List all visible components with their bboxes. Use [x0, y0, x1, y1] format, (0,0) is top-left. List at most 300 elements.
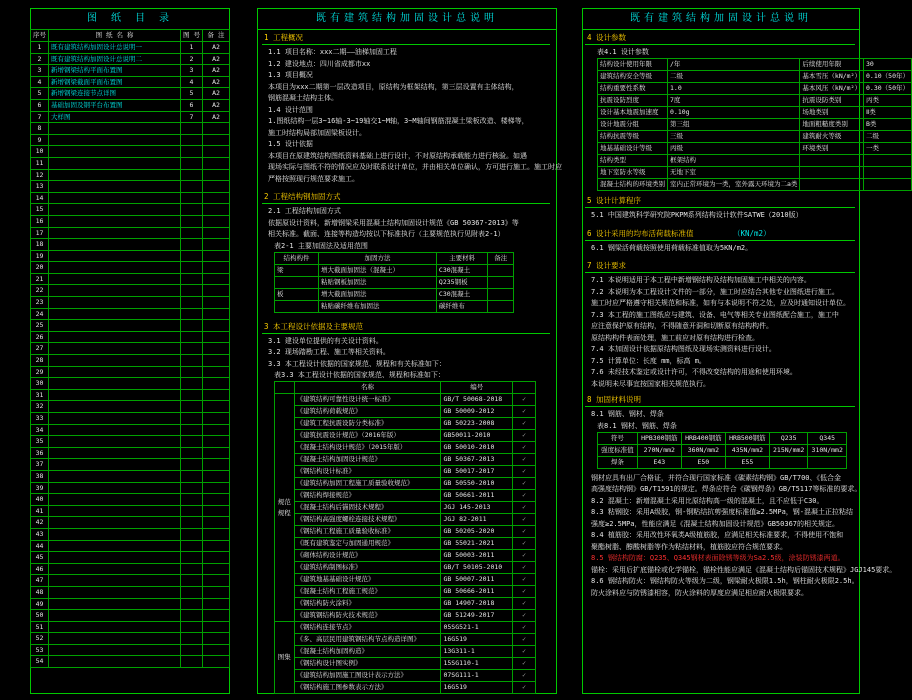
drawing-list-cell — [49, 621, 181, 633]
table-2-1-header: 备注 — [488, 252, 514, 264]
table-4-1-cell: B类 — [864, 119, 912, 131]
body-text-line: 8.5 钢结构防腐：Q235、Q345钢材表面除锈等级为Sa2.5级，涂装防锈漆两道。 — [591, 554, 845, 562]
body-text-line: 1.1 项目名称：xxx二期——油梯加固工程 — [268, 48, 397, 56]
table-4-1-cell: 结构重要性系数 — [598, 83, 668, 95]
drawing-list-cell — [203, 320, 230, 332]
drawing-list-cell: 52 — [31, 633, 49, 645]
drawing-list-cell — [203, 413, 230, 425]
drawing-list-cell: 19 — [31, 250, 49, 262]
drawing-list-cell — [49, 389, 181, 401]
table-3-3-header: 名称 — [294, 382, 441, 394]
table-3-3-cell: 《既有建筑鉴定与加固通用规范》 — [294, 538, 441, 550]
check-mark-icon: ✓ — [513, 430, 536, 442]
table-4-1-cell: 建筑结构安全等级 — [598, 71, 668, 83]
table-2-1-header: 主要材料 — [436, 252, 487, 264]
table-3-3-cell: JGJ 82-2011 — [441, 514, 513, 526]
drawing-list-cell — [49, 436, 181, 448]
check-mark-icon: ✓ — [513, 526, 536, 538]
drawing-list-cell: 46 — [31, 563, 49, 575]
drawing-list-panel — [30, 8, 230, 694]
table-4-1-cell: 丙级 — [668, 143, 800, 155]
table-3-3-caption: 表3.3 本工程设计依据的国家规范、规程和标准如下： — [274, 371, 445, 379]
drawing-list-cell: 37 — [31, 459, 49, 471]
check-mark-icon: ✓ — [513, 634, 536, 646]
table-2-1-cell: 板 — [275, 288, 319, 300]
drawing-list-cell — [181, 517, 203, 529]
drawing-list-cell: 26 — [31, 331, 49, 343]
table-4-1-cell: 0.10（50年） — [864, 71, 912, 83]
drawing-list-cell: 48 — [31, 586, 49, 598]
drawing-list-row — [31, 470, 230, 482]
section-1-title: 1 工程概况 — [264, 33, 304, 42]
drawing-list-cell — [181, 447, 203, 459]
check-mark-icon: ✓ — [513, 658, 536, 670]
drawing-list-cell: 9 — [31, 134, 49, 146]
table-3-3-cell: GB 50003-2011 — [441, 550, 513, 562]
body-text-line: 7.4 本加固设计依据原结构图纸及现场实测资料进行设计。 — [591, 345, 776, 353]
body-text-line: 7.6 未经技术鉴定或设计许可，不得改变结构的用途和使用环境。 — [591, 368, 797, 376]
table-3-3-cell: 《建筑工程抗震设防分类标准》 — [294, 418, 441, 430]
table-3-3-cell: 《建筑结构可靠性设计统一标准》 — [294, 394, 441, 406]
table-4-1-cell: 后续使用年限 — [800, 59, 864, 71]
table-2-1-cell: C30混凝土 — [436, 264, 487, 276]
body-text-line: 1.3 项目概况 — [268, 71, 313, 79]
table-4-1-cell: 无地下室 — [668, 167, 800, 179]
drawing-list-cell — [49, 563, 181, 575]
table-4-1-cell: 三级 — [668, 131, 800, 143]
table-2-1-cell: Q235钢板 — [436, 276, 487, 288]
section-6-title: 6 设计采用的均布活荷载标准值 — [587, 228, 694, 238]
drawing-list-row — [31, 575, 230, 587]
table-3-3-group-1: 规范规程 — [275, 394, 295, 622]
table-2-1-cell — [488, 276, 514, 288]
drawing-list-cell: 44 — [31, 540, 49, 552]
table-2-1 — [274, 252, 514, 313]
table-3-3-cell: 《钢结构工程施工质量验收标准》 — [294, 526, 441, 538]
drawing-list-cell — [181, 575, 203, 587]
drawing-list-cell: 36 — [31, 447, 49, 459]
drawing-list-cell — [49, 215, 181, 227]
drawing-list-cell — [203, 192, 230, 204]
body-text-line: 3.3 本工程设计依据的国家规范、规程和有关标准如下： — [268, 359, 446, 368]
drawing-list-cell — [181, 285, 203, 297]
drawing-list-header: 序号 — [31, 30, 49, 42]
table-4-1-cell: 结构抗震等级 — [598, 131, 668, 143]
drawing-list-cell — [181, 401, 203, 413]
table-4-1-cell: 地面粗糙度类别 — [800, 119, 864, 131]
drawing-list-row — [31, 552, 230, 564]
section-underline — [262, 44, 550, 45]
drawing-list-cell — [181, 181, 203, 193]
drawing-list-cell: 6 — [31, 99, 49, 111]
drawing-list-cell — [181, 552, 203, 564]
table-8-1-header: HRB400钢筋 — [681, 432, 725, 444]
table-4-1-cell: 基本雪压（kN/m²） — [800, 71, 864, 83]
drawing-list-cell — [203, 146, 230, 158]
drawing-list-cell: 31 — [31, 389, 49, 401]
drawing-list-row — [31, 169, 230, 181]
section-8-title: 8 加固材料说明 — [587, 395, 642, 404]
drawing-list-row — [31, 413, 230, 425]
drawing-list-cell — [203, 598, 230, 610]
table-4-1-cell: 地下室防水等级 — [598, 167, 668, 179]
table-2-1-cell: 碳纤维布 — [436, 300, 487, 312]
drawing-list-row — [31, 53, 230, 65]
table-4-1-cell: 第三组 — [668, 119, 800, 131]
drawing-list-cell — [49, 204, 181, 216]
drawing-list-row — [31, 227, 230, 239]
drawing-list-row — [31, 215, 230, 227]
check-mark-icon: ✓ — [513, 406, 536, 418]
table-3-3-cell: 《混凝土结构设计规范》（2015年版） — [294, 442, 441, 454]
drawing-list-cell — [181, 621, 203, 633]
drawing-list-row — [31, 355, 230, 367]
table-3-3-cell: 《建筑结构加固工程施工质量验收规范》 — [294, 478, 441, 490]
drawing-list-cell — [181, 633, 203, 645]
section-underline — [262, 203, 550, 204]
drawing-list-cell — [203, 389, 230, 401]
drawing-list-cell — [203, 285, 230, 297]
drawing-list-row — [31, 644, 230, 656]
drawing-list-cell: 5 — [31, 88, 49, 100]
body-text-line: 8.6 钢结构防火：钢结构防火等级为二级，钢梁耐火极限1.5h，钢柱耐火极限2.5h。 — [591, 577, 859, 585]
drawing-list-cell — [203, 517, 230, 529]
drawing-list-cell — [181, 470, 203, 482]
table-8-1-cell: E50 — [681, 456, 725, 468]
drawing-list-row — [31, 157, 230, 169]
body-text-line: 2.1 工程结构加固方式 — [268, 207, 341, 215]
drawing-list-row — [31, 111, 230, 123]
check-mark-icon: ✓ — [513, 538, 536, 550]
drawing-list-row — [31, 540, 230, 552]
table-4-1-cell — [864, 179, 912, 191]
table-3-3-cell: 《多、高层民用建筑钢结构节点构造详图》 — [294, 634, 441, 646]
section-2-title: 2 工程结构钢加固方式 — [264, 192, 341, 201]
table-2-1-cell — [488, 264, 514, 276]
drawing-list-cell: 38 — [31, 470, 49, 482]
drawing-list-cell — [203, 610, 230, 622]
drawing-list-cell: 24 — [31, 308, 49, 320]
drawing-list-cell — [49, 297, 181, 309]
check-mark-icon: ✓ — [513, 550, 536, 562]
table-3-3-cell: 16G519 — [441, 634, 513, 646]
drawing-list-row — [31, 123, 230, 135]
check-mark-icon: ✓ — [513, 442, 536, 454]
drawing-list-cell — [203, 297, 230, 309]
body-text-line: 7.3 本工程的施工图纸应与建筑、设备、电气等相关专业图纸配合施工，施工中 — [591, 310, 839, 319]
drawing-list-cell — [203, 621, 230, 633]
drawing-list-cell — [49, 494, 181, 506]
drawing-list-cell — [49, 134, 181, 146]
drawing-list-row — [31, 285, 230, 297]
body-text-line: 应注意保护原有结构，不得随意开洞和切断原有结构构件。 — [591, 322, 773, 330]
drawing-list-row — [31, 343, 230, 355]
drawing-list-cell: 50 — [31, 610, 49, 622]
drawing-list-cell: 40 — [31, 494, 49, 506]
table-4-1-cell: /年 — [668, 59, 800, 71]
table-2-1-cell: 粘贴碳纤维布加固法 — [319, 300, 437, 312]
drawing-list-cell — [181, 308, 203, 320]
table-3-3-cell: 《建筑结构荷载规范》 — [294, 406, 441, 418]
check-mark-icon: ✓ — [513, 646, 536, 658]
drawing-list-row — [31, 297, 230, 309]
drawing-list-cell — [49, 447, 181, 459]
drawing-list-cell — [181, 146, 203, 158]
check-mark-icon: ✓ — [513, 418, 536, 430]
table-4-1-cell: 结构设计使用年限 — [598, 59, 668, 71]
drawing-list-cell — [181, 505, 203, 517]
drawing-list-cell — [49, 123, 181, 135]
table-3-3-cell: 《建筑结构加固施工图设计表示方法》 — [294, 670, 441, 682]
table-4-1-cell — [800, 155, 864, 167]
table-4-1-cell: 环境类别 — [800, 143, 864, 155]
body-text-line: 1.2 建设地点：四川省成都市xx — [268, 59, 371, 68]
table-2-1-cell: 增大截面加固法 — [319, 288, 437, 300]
drawing-list-cell — [181, 320, 203, 332]
drawing-list-cell — [203, 204, 230, 216]
drawing-list-cell — [49, 401, 181, 413]
drawing-list-cell — [203, 308, 230, 320]
drawing-list-cell — [181, 157, 203, 169]
table-4-1-cell — [864, 167, 912, 179]
body-text-line: 钢材应具有出厂合格证，并符合现行国家标准《碳素结构钢》GB/T700、《低合金 — [591, 473, 841, 482]
drawing-list-cell — [203, 436, 230, 448]
body-text-line: 施工时结构局部加固梁板设计。 — [268, 128, 366, 137]
drawing-list-cell — [49, 227, 181, 239]
drawing-list-cell: 新增钢梁连接节点详图 — [49, 88, 181, 100]
table-3-3-cell: GB 50205-2020 — [441, 526, 513, 538]
table-4-1-cell: 混凝土结构的环境类别 — [598, 179, 668, 191]
drawing-list-cell: A2 — [203, 65, 230, 77]
drawing-list-cell — [181, 540, 203, 552]
drawing-list-cell — [203, 215, 230, 227]
drawing-list-row — [31, 528, 230, 540]
table-3-3-cell: GB 51249-2017 — [441, 610, 513, 622]
table-8-1-cell: 310N/mm2 — [808, 444, 847, 456]
drawing-list-cell — [49, 262, 181, 274]
check-mark-icon: ✓ — [513, 610, 536, 622]
drawing-list-cell: 16 — [31, 215, 49, 227]
drawing-list-cell: A2 — [203, 99, 230, 111]
table-4-1-cell: 30 — [864, 59, 912, 71]
drawing-list-cell: 4 — [181, 76, 203, 88]
drawing-list-cell — [181, 424, 203, 436]
drawing-list-cell — [181, 227, 203, 239]
body-text-line: 7.1 本说明适用于本工程中新增钢结构及结构加固施工中相关的内容。 — [591, 276, 811, 284]
drawing-list-cell — [49, 552, 181, 564]
table-3-3-cell: 13G311-1 — [441, 646, 513, 658]
table-2-1-cell — [275, 300, 319, 312]
drawing-list-cell: 8 — [31, 123, 49, 135]
check-mark-icon: ✓ — [513, 670, 536, 682]
body-text-line: 7.2 本说明为本工程设计文件的一部分，施工时应结合其他专业图纸进行施工。 — [591, 287, 839, 296]
drawing-list-table — [30, 29, 230, 668]
drawing-list-cell — [49, 169, 181, 181]
drawing-list-cell — [49, 331, 181, 343]
drawing-list-row — [31, 633, 230, 645]
table-3-3-cell: GB 50661-2011 — [441, 490, 513, 502]
table-4-1-cell: 结构类型 — [598, 155, 668, 167]
drawing-list-row — [31, 239, 230, 251]
drawing-list-cell: 基础加固及钢平台布置图 — [49, 99, 181, 111]
section-underline — [585, 406, 855, 407]
table-4-1-cell: 基本风压（kN/m²） — [800, 83, 864, 95]
table-8-1-caption: 表8.1 钢材、钢筋、焊条 — [597, 421, 677, 430]
drawing-list-cell — [203, 378, 230, 390]
check-mark-icon: ✓ — [513, 586, 536, 598]
drawing-list-title: 图 纸 目 录 — [31, 9, 229, 30]
table-3-3-cell: GB 50017-2017 — [441, 466, 513, 478]
drawing-list-cell — [181, 239, 203, 251]
drawing-list-cell: 1 — [181, 42, 203, 54]
table-3-3-cell: 16G519 — [441, 682, 513, 694]
panel2-title: 既有建筑结构加固设计总说明 — [258, 9, 556, 30]
drawing-list-cell — [203, 157, 230, 169]
drawing-list-cell — [181, 644, 203, 656]
body-text-line: 强度≥2.5MPa，性能应满足《混凝土结构加固设计规范》GB50367的相关规定。 — [591, 519, 840, 528]
drawing-list-cell: 5 — [181, 88, 203, 100]
drawing-list-cell — [49, 598, 181, 610]
check-mark-icon: ✓ — [513, 478, 536, 490]
body-text-line: 8.4 植筋胶：采用改性环氧类A级植筋胶，应满足相关标准要求，不得使用不饱和 — [591, 531, 844, 539]
table-4-1-cell — [800, 179, 864, 191]
drawing-list-cell — [181, 215, 203, 227]
table-8-1-cell: 强度标准值 — [598, 444, 638, 456]
drawing-list-cell — [49, 239, 181, 251]
drawing-list-cell — [49, 285, 181, 297]
drawing-list-cell: 39 — [31, 482, 49, 494]
drawing-list-cell: 3 — [31, 65, 49, 77]
table-3-3-cell: 《建筑结构制图标准》 — [294, 562, 441, 574]
drawing-list-cell: 10 — [31, 146, 49, 158]
drawing-list-cell — [203, 494, 230, 506]
drawing-list-cell: A2 — [203, 88, 230, 100]
drawing-list-cell: A2 — [203, 53, 230, 65]
drawing-list-cell: 32 — [31, 401, 49, 413]
drawing-list-cell: 33 — [31, 413, 49, 425]
drawing-list-cell — [203, 482, 230, 494]
table-4-1-cell: 建筑耐火等级 — [800, 131, 864, 143]
body-text-line: 原结构构件表面处理，施工前应对原有结构进行检查。 — [591, 333, 759, 342]
drawing-list-cell — [49, 610, 181, 622]
section-4-title: 4 设计参数 — [587, 33, 627, 42]
body-text-line: 聚酯树脂、醇酸树脂等作为粘结材料，植筋胶应符合规范要求。 — [591, 542, 787, 551]
drawing-list-cell: 35 — [31, 436, 49, 448]
body-text-line: 6.1 钢梁活荷载按照使用荷载标准值取为5KN/m2。 — [591, 243, 753, 252]
drawing-list-cell: 13 — [31, 181, 49, 193]
drawing-list-cell — [203, 273, 230, 285]
drawing-list-cell: 45 — [31, 552, 49, 564]
body-text-line: 1.4 设计范围 — [268, 105, 313, 114]
table-3-3-header — [275, 382, 295, 394]
check-mark-icon: ✓ — [513, 682, 536, 694]
body-text-line: 钢筋混凝土结构主体。 — [268, 94, 338, 102]
drawing-list-cell — [203, 331, 230, 343]
table-3-3-cell: 《钢结构焊接规范》 — [294, 490, 441, 502]
drawing-list-cell: 2 — [31, 53, 49, 65]
drawing-list-cell: 30 — [31, 378, 49, 390]
table-2-1-cell: 粘贴钢板加固法 — [319, 276, 437, 288]
drawing-list-cell: A2 — [203, 76, 230, 88]
check-mark-icon: ✓ — [513, 490, 536, 502]
section-underline — [585, 240, 855, 241]
drawing-list-cell — [181, 192, 203, 204]
table-4-1-cell: 抗震设防烈度 — [598, 95, 668, 107]
drawing-list-row — [31, 204, 230, 216]
drawing-list-row — [31, 65, 230, 77]
drawing-list-cell — [49, 181, 181, 193]
table-3-3 — [274, 381, 536, 694]
table-3-3-cell: GB/T 50105-2010 — [441, 562, 513, 574]
drawing-list-row — [31, 146, 230, 158]
drawing-list-cell: 3 — [181, 65, 203, 77]
table-2-1-cell: 增大截面加固法（混凝土） — [319, 264, 437, 276]
section-6-unit: （KN/m2） — [733, 228, 771, 238]
drawing-list-row — [31, 621, 230, 633]
body-text-line: 1.5 设计依据 — [268, 140, 313, 148]
body-text-line: 相关标准。截面、连接等构造均按以下标准执行（主要规范执行见附表2-1） — [268, 230, 505, 238]
drawing-list-cell — [49, 157, 181, 169]
drawing-list-cell — [181, 204, 203, 216]
drawing-list-header: 图 纸 名 称 — [49, 30, 181, 42]
drawing-list-row — [31, 447, 230, 459]
drawing-list-cell — [181, 586, 203, 598]
table-3-3-cell: 《钢结构连接节点》 — [294, 622, 441, 634]
drawing-list-cell — [203, 123, 230, 135]
drawing-list-cell — [49, 633, 181, 645]
drawing-list-cell: 47 — [31, 575, 49, 587]
drawing-list-cell: 25 — [31, 320, 49, 332]
table-4-1-cell: 二级 — [864, 131, 912, 143]
body-text-line: 5.1 中国建筑科学研究院PKPM系列结构设计软件SATWE（2010版） — [591, 211, 803, 219]
drawing-list-row — [31, 250, 230, 262]
drawing-list-cell — [181, 169, 203, 181]
drawing-list-cell: 28 — [31, 355, 49, 367]
drawing-list-row — [31, 505, 230, 517]
drawing-list-cell: 53 — [31, 644, 49, 656]
section-7-title: 7 设计要求 — [587, 261, 627, 270]
table-8-1-cell: 焊条 — [598, 456, 638, 468]
section-underline — [585, 44, 855, 45]
table-4-1-cell: 1.0 — [668, 83, 800, 95]
table-3-3-cell: 《混凝土结构加固构造》 — [294, 646, 441, 658]
drawing-list-cell: 34 — [31, 424, 49, 436]
drawing-list-cell: 51 — [31, 621, 49, 633]
drawing-list-row — [31, 563, 230, 575]
drawing-list-cell — [203, 181, 230, 193]
drawing-list-row — [31, 320, 230, 332]
table-3-3-cell: GB 50666-2011 — [441, 586, 513, 598]
drawing-list-cell — [181, 366, 203, 378]
section-underline — [262, 333, 550, 334]
body-text-line: 依据原设计资料，新增钢梁采用混凝土结构加固设计规范《GB 50367-2013》等 — [268, 218, 519, 227]
table-4-1-cell: 抗震设防类别 — [800, 95, 864, 107]
section-5-title: 5 设计计算程序 — [587, 196, 642, 205]
drawing-list-row — [31, 586, 230, 598]
table-3-3-cell: GB 50007-2011 — [441, 574, 513, 586]
drawing-list-cell — [181, 459, 203, 471]
drawing-list-cell — [203, 239, 230, 251]
drawing-list-cell — [49, 424, 181, 436]
drawing-list-row — [31, 482, 230, 494]
table-4-1-caption: 表4.1 设计参数 — [597, 48, 649, 56]
table-3-3-cell: GB 55021-2021 — [441, 538, 513, 550]
drawing-list-cell: 21 — [31, 273, 49, 285]
body-text-line: 8.3 粘钢胶：采用A级胶，钢-钢粘结抗剪强度标准值≥2.5MPa，钢-混凝土正拉粘结 — [591, 508, 854, 516]
drawing-list-cell — [203, 134, 230, 146]
drawing-list-cell: 4 — [31, 76, 49, 88]
drawing-list-cell — [203, 366, 230, 378]
